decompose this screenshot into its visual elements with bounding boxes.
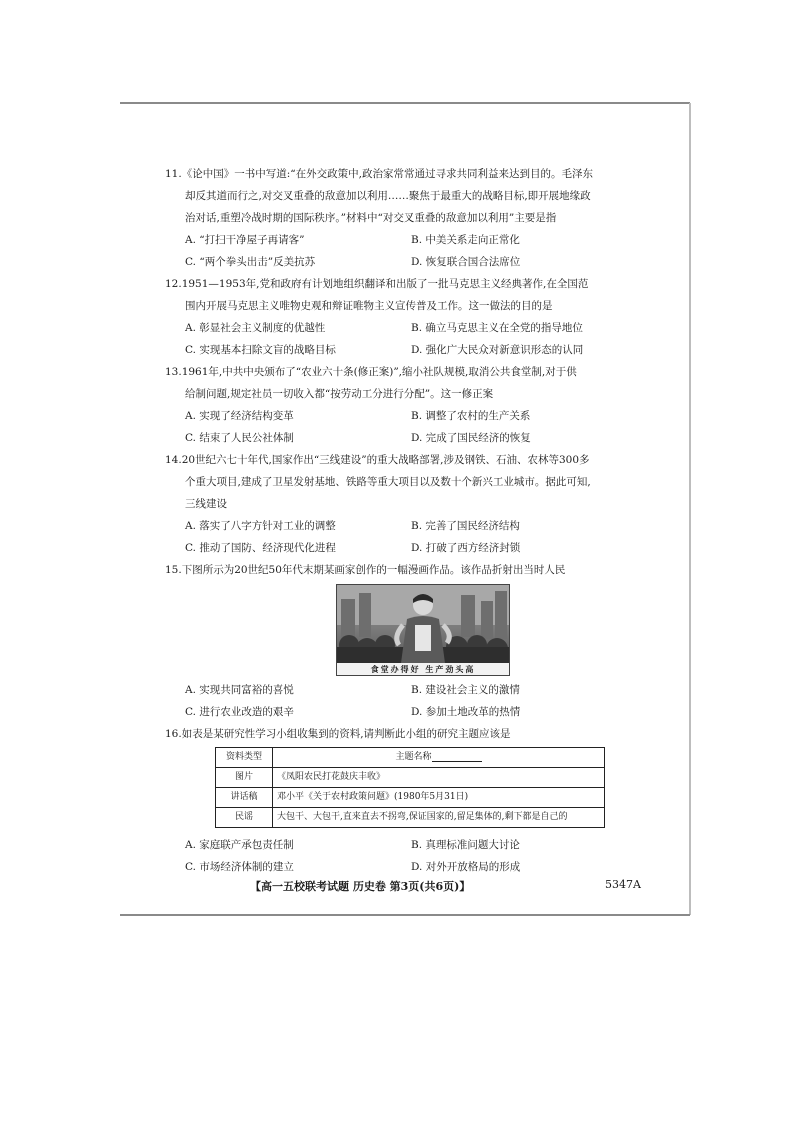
question-line: 14.20世纪六七十年代,国家作出“三线建设”的重大战略部署,涉及钢铁、石油、农林等300多 (165, 454, 590, 466)
table-cell: 图片 (216, 768, 273, 788)
question-11 (165, 163, 665, 273)
option-d: D. 参加土地改革的热情 (411, 706, 521, 718)
option-a: A. 实现共同富裕的喜悦 (185, 684, 294, 696)
option-a: A. 彰显社会主义制度的优越性 (185, 322, 326, 334)
option-c: C. 推动了国防、经济现代化进程 (185, 542, 336, 554)
option-d: D. 完成了国民经济的恢复 (411, 432, 531, 444)
table-header-row (216, 748, 605, 768)
table-row (216, 768, 605, 788)
question-line: 15.下图所示为20世纪50年代末期某画家创作的一幅漫画作品。该作品折射出当时人民 (165, 564, 566, 576)
option-a: A. 家庭联产承包责任制 (185, 839, 294, 851)
option-row (165, 229, 665, 251)
cartoon-figure (336, 584, 510, 676)
option-c: C. 市场经济体制的建立 (185, 861, 294, 873)
question-line: 围内开展马克思主义唯物史观和辩证唯物主义宣传普及工作。这一做法的目的是 (185, 300, 553, 312)
option-a: A. 实现了经济结构变革 (185, 410, 294, 422)
option-row (165, 679, 665, 701)
option-b: B. 建设社会主义的激情 (411, 684, 520, 696)
question-line: 治对话,重塑冷战时期的国际秩序。”材料中“对交叉重叠的敌意加以利用”主要是指 (185, 212, 557, 224)
question-line: 三线建设 (185, 498, 227, 510)
table-cell: 讲话稿 (216, 788, 273, 808)
cartoon-caption: 食堂办得好 生产劲头高 (337, 663, 509, 675)
table-row (216, 788, 605, 808)
option-c: C. 进行农业改造的艰辛 (185, 706, 294, 718)
option-row (165, 427, 665, 449)
cartoon-illustration (337, 585, 509, 663)
option-c: C. 结束了人民公社体制 (185, 432, 294, 444)
option-row (165, 317, 665, 339)
option-b: B. 完善了国民经济结构 (411, 520, 520, 532)
question-line: 却反其道而行之,对交叉重叠的敌意加以利用……聚焦于最重大的战略目标,即开展地缘政 (185, 190, 591, 202)
question-line: 16.如表是某研究性学习小组收集到的资料,请判断此小组的研究主题应该是 (165, 728, 511, 740)
option-d: D. 强化广大民众对新意识形态的认同 (411, 344, 584, 356)
option-c: C. 实现基本扫除文盲的战略目标 (185, 344, 336, 356)
page-footer: 【高一五校联考试题 历史卷 第3页(共6页)】 (250, 880, 471, 893)
option-row (165, 856, 665, 878)
question-16 (165, 723, 665, 878)
paper-code: 5347A (605, 878, 641, 891)
option-b: B. 调整了农村的生产关系 (411, 410, 531, 422)
option-b: B. 中美关系走向正常化 (411, 234, 520, 246)
question-line: 11.《论中国》一书中写道:“在外交政策中,政治家常常通过寻求共同利益来达到目的。毛泽东 (165, 168, 593, 180)
bottom-rule (120, 914, 690, 916)
question-line: 给制问题,规定社员一切收入都“按劳动工分进行分配”。这一修正案 (185, 388, 494, 400)
table-row (216, 808, 605, 828)
option-row (165, 834, 665, 856)
page-content (165, 163, 665, 878)
question-line: 个重大项目,建成了卫星发射基地、铁路等重大项目以及数十个新兴工业城市。据此可知, (185, 476, 591, 488)
question-13 (165, 361, 665, 449)
option-row (165, 537, 665, 559)
option-d: D. 打破了西方经济封锁 (411, 542, 521, 554)
option-a: A. 落实了八字方针对工业的调整 (185, 520, 336, 532)
option-row (165, 701, 665, 723)
option-b: B. 真理标准问题大讨论 (411, 839, 520, 851)
table-header-cell: 资料类型 (216, 748, 273, 768)
option-row (165, 405, 665, 427)
option-row (165, 515, 665, 537)
question-14 (165, 449, 665, 559)
topic-name-label: 主题名称 (395, 752, 432, 762)
top-rule (120, 102, 690, 104)
right-rule (689, 103, 691, 915)
option-b: B. 确立马克思主义在全党的指导地位 (411, 322, 583, 334)
table-cell: 大包干、大包干,直来直去不拐弯,保证国家的,留足集体的,剩下都是自己的 (273, 808, 605, 828)
table-header-cell (273, 748, 605, 768)
option-d: D. 恢复联合国合法席位 (411, 256, 521, 268)
question-line: 12.1951—1953年,党和政府有计划地组织翻译和出版了一批马克思主义经典著作,在全国范 (165, 278, 589, 290)
table-cell: 《凤阳农民打花鼓庆丰收》 (273, 768, 605, 788)
question-line: 13.1961年,中共中央颁布了“农业六十条(修正案)”,缩小社队规模,取消公共食堂制,对于供 (165, 366, 577, 378)
option-a: A. “打扫干净屋子再请客” (185, 234, 305, 246)
table-cell: 邓小平《关于农村政策问题》(1980年5月31日) (273, 788, 605, 808)
option-d: D. 对外开放格局的形成 (411, 861, 521, 873)
answer-blank (432, 751, 482, 762)
table-cell: 民谣 (216, 808, 273, 828)
question-15 (165, 559, 665, 723)
data-table (215, 747, 605, 828)
question-12 (165, 273, 665, 361)
option-row (165, 251, 665, 273)
option-row (165, 339, 665, 361)
option-c: C. “两个拳头出击”反美抗苏 (185, 256, 316, 268)
